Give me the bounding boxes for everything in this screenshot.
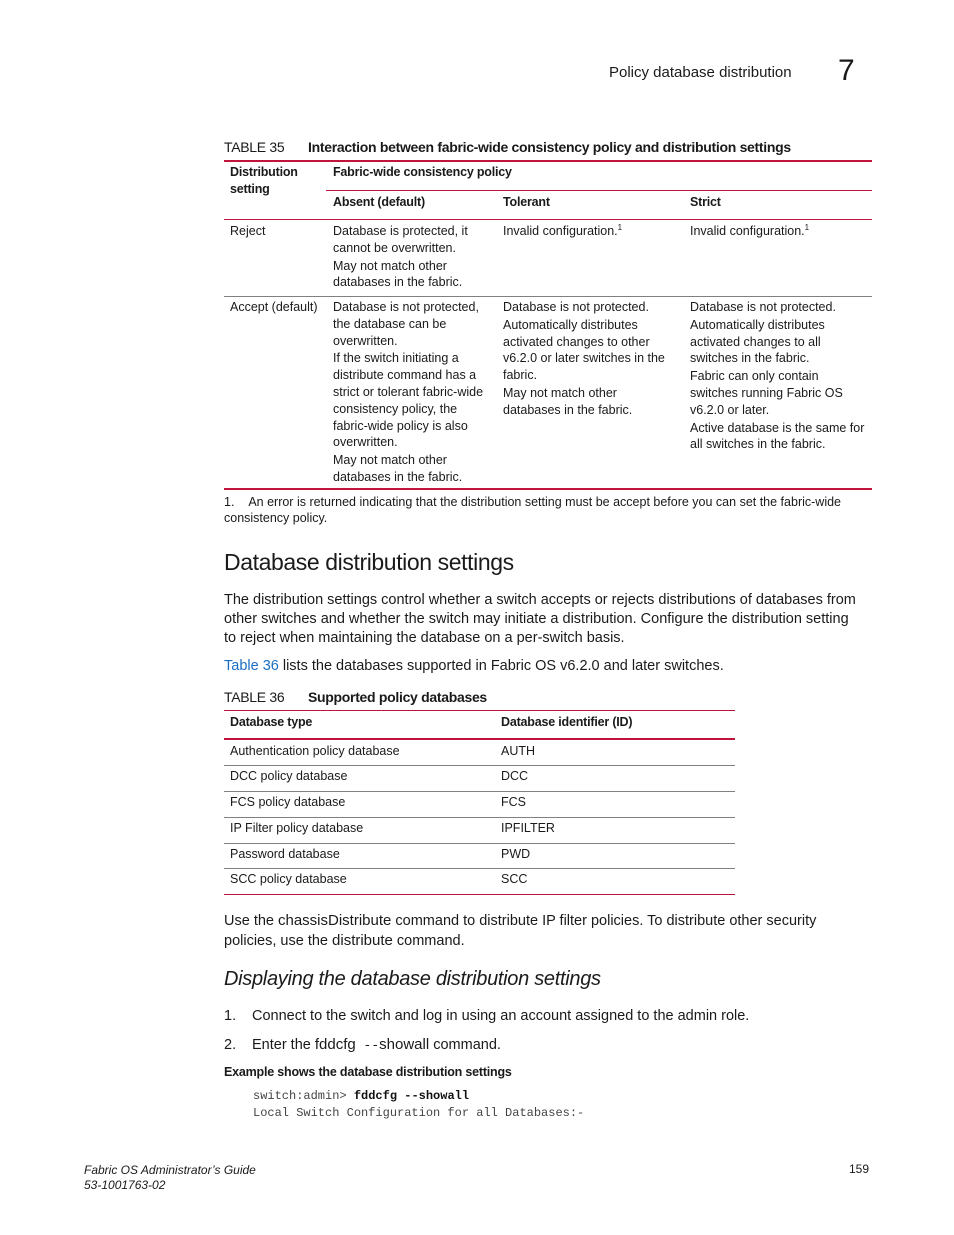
table35-header-distribution-setting: Distribution setting [230, 165, 298, 196]
usage-text: command to distribute IP filter policies. To distribute other security policies, use the [224, 913, 817, 949]
table35-cell-setting: Accept (default) [230, 300, 318, 314]
example-caption: Example shows the database distribution settings [224, 1065, 512, 1079]
table35-header-strict: Strict [690, 195, 721, 209]
table36-cell-id: SCC [501, 872, 528, 886]
subsection-heading: Displaying the database distribution settings [224, 968, 601, 990]
section-heading: Database distribution settings [224, 549, 514, 575]
table35-cell-absent [333, 223, 493, 292]
step-number: 1. [224, 1008, 237, 1024]
table35-footnote: 1. An error is returned indicating that the distribution setting must be accept before you can set the fabric-wide consistency policy. [224, 495, 841, 525]
table36-row-rule [224, 765, 735, 766]
showall-option: showall [379, 1036, 430, 1053]
table36-cell-id: AUTH [501, 744, 536, 758]
table36-cell-type: IP Filter policy database [230, 821, 364, 835]
cell-line: May not match other databases in the fabric. [333, 453, 463, 484]
table35-label: TABLE 35 [224, 139, 285, 155]
step-2 [224, 1035, 501, 1055]
table35-header-rule [224, 219, 872, 220]
table36-cell-id: PWD [501, 847, 531, 861]
cell-line: Invalid configuration. [690, 224, 805, 238]
option-dashes: -- [355, 1038, 380, 1053]
cell-line: Active database is the same for all switches in the fabric. [690, 420, 865, 452]
code-line-command [253, 1089, 469, 1103]
table36-header-type: Database type [230, 715, 313, 729]
table35-header-tolerant: Tolerant [503, 195, 550, 209]
table35-cell-strict [690, 299, 868, 454]
table35-cell-tolerant [503, 223, 678, 240]
step-number: 2. [224, 1037, 237, 1053]
cell-line: Invalid configuration. [503, 224, 618, 238]
footer-doc-title: Fabric OS Administrator’s Guide [84, 1163, 256, 1177]
page-number: 159 [849, 1162, 870, 1176]
step-text: command. [429, 1037, 501, 1053]
cell-line: Database is not protected, the database can be overwritten. [333, 300, 479, 348]
step-1 [224, 1007, 749, 1026]
table35-row-rule [224, 296, 872, 297]
fddcfg-command: fddcfg [314, 1036, 356, 1053]
table36-cell-id: IPFILTER [501, 821, 555, 835]
table35-header-absent: Absent (default) [333, 195, 425, 209]
table36-row-rule [224, 791, 735, 792]
chassisdistribute-command: chassisDistribute [278, 912, 392, 929]
table35-cell-absent [333, 299, 493, 487]
table36-bottom-rule [224, 894, 735, 895]
table36-cell-type: FCS policy database [230, 795, 346, 809]
table36-row-rule [224, 843, 735, 844]
footnote-ref: 1 [617, 223, 623, 232]
table36-cell-id: FCS [501, 795, 526, 809]
footer-doc-number: 53-1001763-02 [84, 1178, 166, 1192]
usage-text: Use the [224, 913, 278, 929]
step-text: Enter the [252, 1037, 315, 1053]
table36-reference-para [224, 657, 864, 676]
cell-line: May not match other databases in the fabric. [503, 385, 633, 417]
table36-header-id: Database identifier (ID) [501, 715, 633, 729]
cell-line: Fabric can only contain switches running Fabric OS v6.2.0 or later. [690, 369, 843, 417]
table36-top-rule [224, 710, 735, 711]
reference-text: lists the databases supported in Fabric OS v6.2.0 and later switches. [278, 658, 724, 674]
table35-header-group: Fabric-wide consistency policy [333, 165, 512, 179]
table35-cell-tolerant [503, 299, 675, 420]
cell-line: If the switch initiating a distribute command has a strict or tolerant fabric-wide consistency policy, the fabric-wide policy is also overwritten. [333, 351, 484, 450]
table35-caption [224, 139, 791, 155]
table36-cell-id: DCC [501, 769, 529, 783]
table36-cell-type: Authentication policy database [230, 744, 400, 758]
footnote-ref: 1 [804, 223, 810, 232]
table36-header-rule [224, 738, 735, 740]
code-line-output: Local Switch Configuration for all Databases:- [253, 1106, 585, 1120]
code-prompt: switch:admin> [253, 1089, 354, 1103]
chapter-number: 7 [838, 54, 855, 87]
usage-text: command. [392, 933, 465, 949]
table36-link[interactable]: Table 36 [224, 658, 279, 674]
distribute-command: distribute [332, 932, 393, 949]
running-header-title: Policy database distribution [609, 64, 792, 81]
table36-title: Supported policy databases [308, 689, 487, 705]
cell-line: Automatically distributes activated changes to other v6.2.0 or later switches in the fabric. [503, 317, 665, 383]
table35-bottom-rule [224, 488, 872, 490]
cell-line: Database is not protected. [690, 300, 836, 314]
table36-row-rule [224, 817, 735, 818]
table35-cell-strict [690, 223, 870, 240]
section-intro: The distribution settings control whether a switch accepts or rejects distributions of databases from other switches and whether the switch may initiate a distribution. Configure the distribution setting to reject when maintaining the database on a per-switch basis. [224, 592, 856, 646]
usage-paragraph [224, 911, 864, 951]
table36-cell-type: SCC policy database [230, 872, 347, 886]
code-command: fddcfg --showall [353, 1089, 470, 1103]
step-text: Connect to the switch and log in using an account assigned to the admin role. [252, 1008, 750, 1024]
table35-group-rule [326, 190, 872, 191]
table35-cell-setting: Reject [230, 224, 266, 238]
cell-line: May not match other databases in the fabric. [333, 258, 463, 290]
cell-line: Database is protected, it cannot be overwritten. [333, 224, 468, 255]
table35-title: Interaction between fabric-wide consistency policy and distribution settings [308, 139, 791, 155]
cell-line: Automatically distributes activated changes to all switches in the fabric. [690, 317, 825, 366]
cell-line: Database is not protected. [503, 300, 649, 314]
table35-top-rule [224, 160, 872, 162]
table36-row-rule [224, 868, 735, 869]
table36-cell-type: DCC policy database [230, 769, 348, 783]
table36-label: TABLE 36 [224, 689, 285, 705]
table36-cell-type: Password database [230, 847, 340, 861]
table36-caption [224, 689, 487, 705]
